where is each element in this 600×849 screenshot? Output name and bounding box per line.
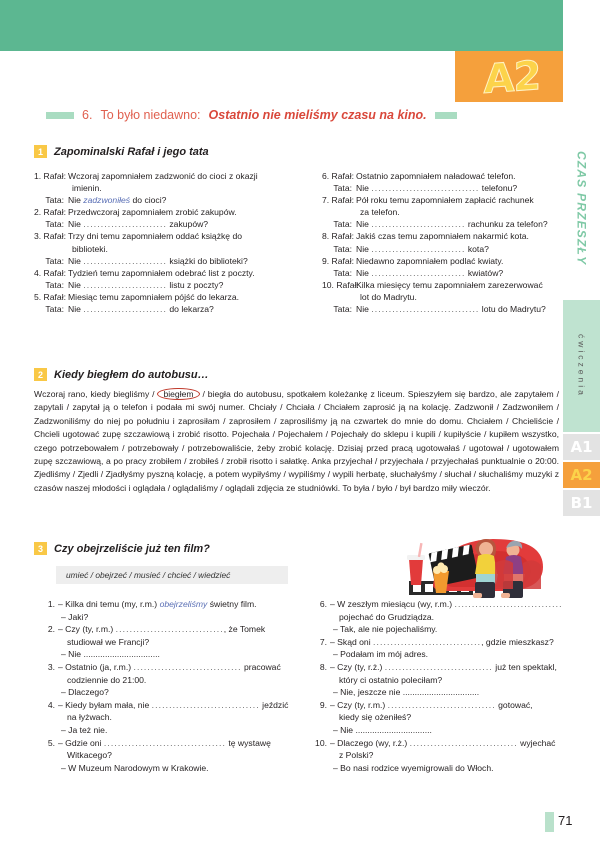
exercise-1-heading (34, 145, 209, 158)
question-reply: – Tak, ale nie pojechaliśmy. (333, 624, 438, 635)
dialogue-row (322, 230, 572, 242)
dialogue-row (34, 291, 306, 303)
question-number: 4. (47, 699, 55, 710)
dialogue-row (322, 182, 572, 194)
exercise-2-title: Kiedy biegłem do autobusu… (54, 368, 209, 381)
dialogue-row (322, 170, 572, 182)
question-row (312, 661, 570, 674)
dialogue-speaker: Tata: (45, 219, 64, 230)
section-title (46, 104, 506, 126)
decor-tick-left-icon (46, 112, 74, 119)
question-continuation: który ci ostatnio poleciłam? (339, 674, 443, 685)
question-row (40, 699, 305, 712)
question-row (312, 737, 570, 750)
question-number: 6. (319, 599, 327, 609)
question-row (40, 623, 305, 636)
question-continuation: na łyżwach. (67, 712, 112, 723)
question-text[interactable]: – Kiedy byłam mała, nie ............................... jeździć (58, 699, 289, 710)
dialogue-continuation: imienin. (72, 183, 102, 194)
answer-blank[interactable]: ............................... (409, 737, 518, 748)
dialogue-speaker: 2. Rafał: (34, 207, 67, 218)
question-number: 7. (319, 636, 327, 647)
section-number: 6. (82, 108, 93, 122)
exercise-2-number: 2 (34, 368, 47, 381)
question-reply: – Jaki? (61, 611, 89, 622)
question-number: 10. (315, 737, 327, 748)
question-text[interactable]: – Gdzie oni ................................... tę wystawę (58, 737, 271, 748)
answer-blank[interactable]: ............................... (384, 661, 493, 672)
dialogue-speaker: 9. Rafał: (322, 255, 355, 266)
dialogue-text[interactable]: Nie ............................... lotu do Madrytu? (356, 304, 546, 315)
exercise-3-title: Czy obejrzeliście już ten film? (54, 542, 210, 555)
exercise-2-paragraph[interactable] (34, 388, 559, 495)
question-row (312, 636, 570, 649)
dialogue-text[interactable]: Nie ........................ do lekarza? (68, 304, 214, 315)
question-row (40, 737, 305, 750)
dialogue-text: Tydzień temu zapomniałem odebrać list z poczty. (68, 267, 255, 278)
dialogue-row (322, 279, 572, 291)
dialogue-continuation: za telefon. (360, 207, 400, 218)
section-intro: To było niedawno: (100, 108, 201, 122)
answer-blank[interactable]: ............................... (115, 624, 224, 635)
sidebar-section-label (563, 300, 600, 432)
dialogue-speaker: 10. Rafał: (322, 279, 359, 290)
question-text[interactable]: – Dlaczego (wy, r.ż.) ............................... wyjechać (330, 737, 556, 748)
question-reply: – W Muzeum Narodowym w Krakowie. (61, 762, 209, 773)
dialogue-row (322, 255, 572, 267)
question-text[interactable]: – W zeszłym miesiącu (wy, r.m.) ............................... (330, 599, 563, 609)
question-text: – Kilka dni temu (my, r.m.) obejrzeliśmy świetny film. (58, 599, 257, 609)
dialogue-text: Pół roku temu zapomniałem zapłacić rachunek (356, 195, 534, 206)
dialogue-row (34, 279, 306, 291)
sidebar-level-b1[interactable]: B1 (563, 490, 600, 516)
dialogue-text: Wczoraj zapomniałem zadzwonić do cioci z okazji (68, 171, 258, 181)
person-left (473, 539, 498, 598)
dialogue-row (34, 230, 306, 242)
dialogue-row (322, 243, 572, 255)
exercise-2-text-before: Wczoraj rano, kiedy biegliśmy / (34, 389, 158, 399)
dialogue-speaker: 8. Rafał: (322, 231, 355, 242)
footer-decor-tick-icon (545, 812, 554, 832)
dialogue-row (34, 267, 306, 279)
question-number: 2. (47, 624, 55, 635)
filled-answer: zadzwoniłeś (83, 195, 131, 206)
exercise-3-heading (34, 542, 210, 555)
sidebar-vertical-title-text: CZAS PRZESZŁY (574, 150, 589, 266)
dialogue-text: Kilka miesięcy temu zapomniałem zarezerwować (356, 279, 543, 290)
dialogue-speaker: 3. Rafał: (34, 231, 67, 242)
answer-blank[interactable]: ........................... (371, 243, 466, 254)
question-continuation: kiedy się ożeniłeś? (339, 712, 412, 723)
answer-blank[interactable]: ............................... (371, 183, 480, 194)
dialogue-speaker: 1. Rafał: (34, 171, 67, 181)
question-continuation: codziennie do 21:00. (67, 674, 147, 685)
dialogue-text[interactable]: Nie ........................... kwiatów? (356, 267, 504, 278)
dialogue-continuation: biblioteki. (72, 243, 108, 254)
dialogue-text: Nie zadzwoniłeś do cioci? (68, 195, 167, 206)
dialogue-row (322, 194, 572, 206)
sidebar-level-a2[interactable]: A2 (563, 462, 600, 488)
question-continuation: studiował we Francji? (67, 636, 150, 647)
question-text[interactable]: – Ostatnio (ja, r.m.) ............................... pracować (58, 661, 281, 672)
page-number: 71 (558, 813, 573, 828)
sidebar-level-a1[interactable]: A1 (563, 434, 600, 460)
dialogue-row (322, 303, 572, 315)
decor-tick-right-icon (435, 112, 457, 119)
question-text[interactable]: – Czy (ty, r.m.) ..............................., że Tomek (58, 624, 266, 635)
question-reply: – Dlaczego? (61, 687, 109, 698)
dialogue-speaker: 4. Rafał: (34, 267, 67, 278)
answer-blank[interactable]: ............................... (151, 699, 260, 710)
exercise-1-right-column (322, 170, 572, 315)
dialogue-text: Niedawno zapomniałem podlać kwiaty. (356, 255, 504, 266)
question-row (312, 699, 570, 712)
dialogue-speaker: Tata: (45, 304, 64, 315)
dialogue-speaker: Tata: (333, 267, 352, 278)
answer-blank[interactable]: ........................ (83, 304, 167, 315)
dialogue-speaker: Tata: (333, 183, 352, 194)
dialogue-speaker: Tata: (45, 195, 64, 206)
question-number: 9. (319, 699, 327, 710)
question-reply: – Nie, jeszcze nie ................................ (333, 687, 480, 698)
exercise-3-right-column (312, 598, 570, 774)
question-number: 3. (47, 661, 55, 672)
dialogue-speaker: Tata: (333, 219, 352, 230)
dialogue-continuation: lot do Madrytu. (360, 291, 417, 302)
answer-blank[interactable]: ............................... (373, 636, 482, 647)
question-row (40, 598, 305, 611)
exercise-1-left-column (34, 170, 306, 315)
question-row (40, 661, 305, 674)
dialogue-speaker: Tata: (45, 279, 64, 290)
question-row (312, 598, 570, 611)
dialogue-text[interactable]: Nie ............................... telefonu? (356, 183, 518, 194)
question-continuation: z Polski? (339, 750, 374, 761)
answer-blank[interactable]: ........................ (83, 219, 167, 230)
exercise-2-text-after: / biegła do autobusu, spotkałem koleżankę z liceum. Spieszyłem się bardzo, ale zapytałem / zapytali / zapytał ją o telefon i podała mi swój numer. Chciały / Chciała / Chciałem zaprosić ją na kolację. Zadzwonił / Zadzwoniłem / Zadzwoniliśmy do niej po południu i zaprosiłam / zaprosiłem / zaprosiliśmy ją na czwartek do mnie do domu. Chciałem / Chcieliście / Chcieli ugotować zupę szczawiową i zrobić risotto. Pojechała / Pojechałem / Pojechały do sklepu i kupili / kupiłyście / kupiłem wszystko, czego potrzebowałem / potrzebowały / potrzebowaliście, żeby zrobić kolację. Dzisiaj przed pracą ugotowałaś / ugotował / ugotowałem zupę szczawiową, a po pracy zrobiłem / zrobiłeś / zrobił risotto i sałatkę. Anka przyjechał / przyjechała / przyjechałaś punktualnie o 20:00. Zjedliśmy / Zjedli / Zjadłyśmy pyszną kolację, a potem wypiłyśmy / wypiliśmy / wypili herbatę, słuchałyśmy / słuchał / słuchaliśmy muzyki z czasów naszej młodości i oglądała / oglądaliśmy / oglądali zdjęcia ze studniówki. To była / było / był bardzo miły wieczór. (34, 389, 559, 493)
dialogue-text[interactable]: Nie ........................... rachunku za telefon? (356, 219, 548, 230)
dialogue-speaker: Tata: (333, 304, 352, 315)
dialogue-speaker: Tata: (333, 243, 352, 254)
level-badge-a2: A2 (483, 53, 541, 103)
question-text[interactable]: – Czy (ty, r.m.) ............................... gotować, (330, 699, 533, 710)
answer-blank[interactable]: ........................ (83, 255, 167, 266)
dialogue-text: Trzy dni temu zapomniałem oddać książkę do (68, 231, 243, 242)
filled-answer: obejrzeliśmy (159, 599, 208, 609)
cinema-illustration (403, 523, 555, 605)
dialogue-row (34, 206, 306, 218)
answer-blank[interactable]: ............................... (387, 699, 496, 710)
top-green-band (0, 0, 563, 51)
exercise-1-title: Zapominalski Rafał i jego tata (54, 145, 209, 158)
dialogue-text[interactable]: Nie ........................ listu z poczty? (68, 279, 224, 290)
question-continuation: Witkacego? (67, 750, 112, 761)
dialogue-row (34, 255, 306, 267)
question-reply: – Nie ................................ (61, 649, 160, 660)
answer-blank[interactable]: ............................... (133, 661, 242, 672)
dialogue-text: Miesiąc temu zapomniałem pójść do lekarza. (68, 291, 239, 302)
question-number: 1. (47, 599, 55, 609)
dialogue-speaker: 7. Rafał: (322, 195, 355, 206)
answer-blank[interactable]: ............................... (454, 599, 563, 609)
dialogue-row (322, 267, 572, 279)
question-reply: – Ja też nie. (61, 724, 108, 735)
dialogue-row (34, 170, 306, 182)
dialogue-row (34, 218, 306, 230)
answer-blank[interactable]: ............................... (371, 304, 480, 315)
exercise-3-number: 3 (34, 542, 47, 555)
dialogue-speaker: Tata: (45, 255, 64, 266)
question-reply: – Nie ................................ (333, 724, 432, 735)
answer-blank[interactable]: ........................ (83, 279, 167, 290)
dialogue-row (34, 303, 306, 315)
dialogue-text[interactable]: Nie ........................ zakupów? (68, 219, 209, 230)
dialogue-text: Jakiś czas temu zapomniałem nakarmić kota. (356, 231, 529, 242)
dialogue-row (322, 218, 572, 230)
dialogue-row (34, 194, 306, 206)
dialogue-text[interactable]: Nie ........................... kota? (356, 243, 489, 254)
exercise-2-heading (34, 368, 209, 381)
dialogue-text: Przedwczoraj zapomniałem zrobić zakupów. (68, 207, 237, 218)
question-continuation: pojechać do Grudziądza. (339, 611, 435, 622)
question-reply: – Podałam im mój adres. (333, 649, 429, 660)
question-number: 8. (319, 661, 327, 672)
question-text[interactable]: – Czy (ty, r.ż.) ............................... już ten spektakl, (330, 661, 557, 672)
exercise-2-circled-answer[interactable]: biegłem (157, 388, 199, 400)
exercise-1-number: 1 (34, 145, 47, 158)
sidebar-section-label-text: ćwiczenia (576, 334, 587, 398)
answer-blank[interactable]: ................................... (103, 737, 226, 748)
exercise-3-left-column (40, 598, 305, 774)
section-emphasis: Ostatnio nie mieliśmy czasu na kino. (208, 108, 427, 122)
question-reply: – Bo nasi rodzice wyemigrowali do Włoch. (333, 762, 494, 773)
dialogue-speaker: 6. Rafał: (322, 171, 355, 181)
answer-blank[interactable]: ........................... (371, 219, 466, 230)
answer-blank[interactable]: ........................... (371, 267, 466, 278)
dialogue-text: Ostatnio zapomniałem naładować telefon. (356, 171, 516, 181)
dialogue-text[interactable]: Nie ........................ książki do biblioteki? (68, 255, 248, 266)
question-number: 5. (47, 737, 55, 748)
dialogue-speaker: 5. Rafał: (34, 291, 67, 302)
exercise-3-word-bank: umieć / obejrzeć / musieć / chcieć / wiedzieć (56, 566, 288, 584)
question-text[interactable]: – Skąd oni ..............................., gdzie mieszkasz? (330, 636, 554, 647)
